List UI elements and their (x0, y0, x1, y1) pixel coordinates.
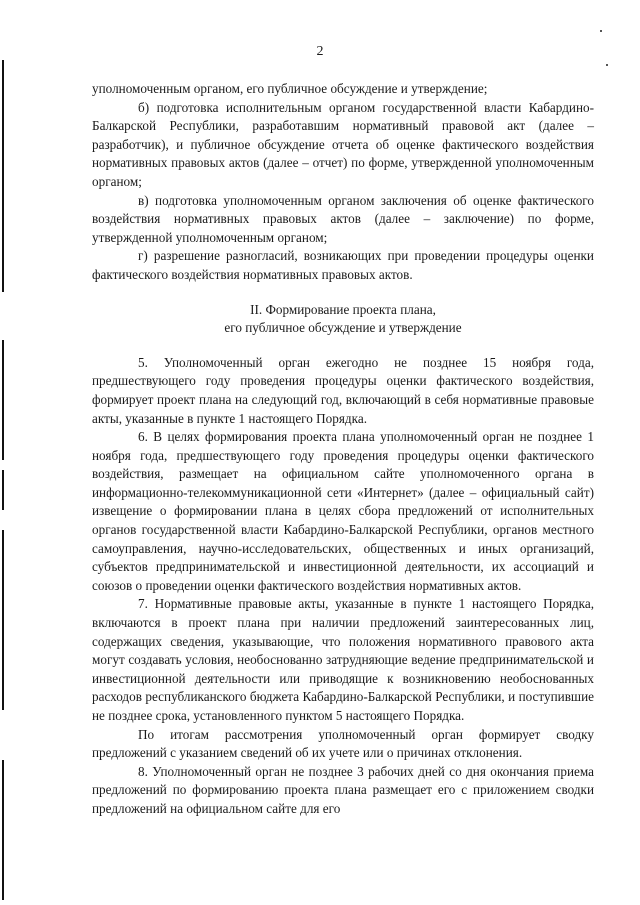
scan-edge-line (2, 530, 4, 710)
scan-speck (606, 64, 608, 66)
scan-speck (600, 30, 602, 32)
section-heading-line-2: его публичное обсуждение и утверждение (224, 320, 462, 336)
paragraph-clause-5: 5. Уполномоченный орган ежегодно не позднее 15 ноября года, предшествующего году проведения процедуры оценки фактического воздействия, формирует проект плана на следующий год, включающий в себя нормативные правовые акты, указанные в пункте 1 настоящего Порядка. (92, 354, 594, 426)
paragraph-summary: По итогам рассмотрения уполномоченный орган формирует сводку предложений с указанием сведений об их учете или о причинах отклонения. (92, 726, 594, 761)
scan-edge-line (2, 470, 4, 510)
document-body (92, 80, 594, 819)
page-number: 2 (316, 44, 324, 59)
section-heading-line-1: II. Формирование проекта плана, (250, 301, 436, 317)
paragraph-continuation: уполномоченным органом, его публичное обсуждение и утверждение; (92, 81, 488, 96)
paragraph-item-g: г) разрешение разногласий, возникающих при проведении процедуры оценки фактического воздействия нормативных правовых актов. (92, 248, 594, 282)
paragraph-clause-8: 8. Уполномоченный орган не позднее 3 рабочих дней со дня окончания приема предложений по формированию проекта плана размещает его с приложением сводки предложений на официальном сайте для его (92, 763, 594, 816)
section-heading (92, 301, 594, 338)
scan-edge-line (2, 60, 4, 292)
paragraph-clause-7: 7. Нормативные правовые акты, указанные в пункте 1 настоящего Порядка, включаются в проект плана при наличии предложений заинтересованных лиц, содержащих сведения, указывающие, что положения нормативного правового акта могут создавать условия, необоснованно затрудняющие ведение предпринимательской и инвестиционной деятельности или приводящие к возникновению необоснованных расходов республиканского бюджета Кабардино-Балкарской Республики, и поступившие не позднее срока, установленного пунктом 5 настоящего Порядка. (92, 596, 594, 723)
scan-edge-line (2, 340, 4, 460)
scan-edge-line (2, 760, 4, 900)
paragraph-item-b: б) подготовка исполнительным органом государственной власти Кабардино-Балкарской Республики, разработавшим нормативный правовой акт (далее – разработчик), и публичное обсуждение отчета об оценке фактического воздействия нормативных правовых актов (далее – отчет) по форме, утвержденной уполномоченным органом; (92, 99, 594, 189)
paragraph-item-v: в) подготовка уполномоченным органом заключения об оценке фактического воздействия нормативных правовых актов (далее – заключение) по форме, утвержденной уполномоченным органом; (92, 192, 594, 245)
paragraph-clause-6: 6. В целях формирования проекта плана уполномоченный орган не позднее 1 ноября года, предшествующего году проведения процедуры оценки фактического воздействия, размещает на официальном сайте уполномоченного органа в информационно-телекоммуникационной сети «Интернет» (далее – официальный сайт) извещение о формировании плана в целях сбора предложений от исполнительных органов государственной власти Кабардино-Балкарской Республики, органов местного самоуправления, научно-исследовательских, общественных и иных организаций, субъектов предпринимательской и инвестиционной деятельности, их ассоциаций и союзов о проведении оценки фактического воздействия нормативных актов. (92, 429, 594, 593)
